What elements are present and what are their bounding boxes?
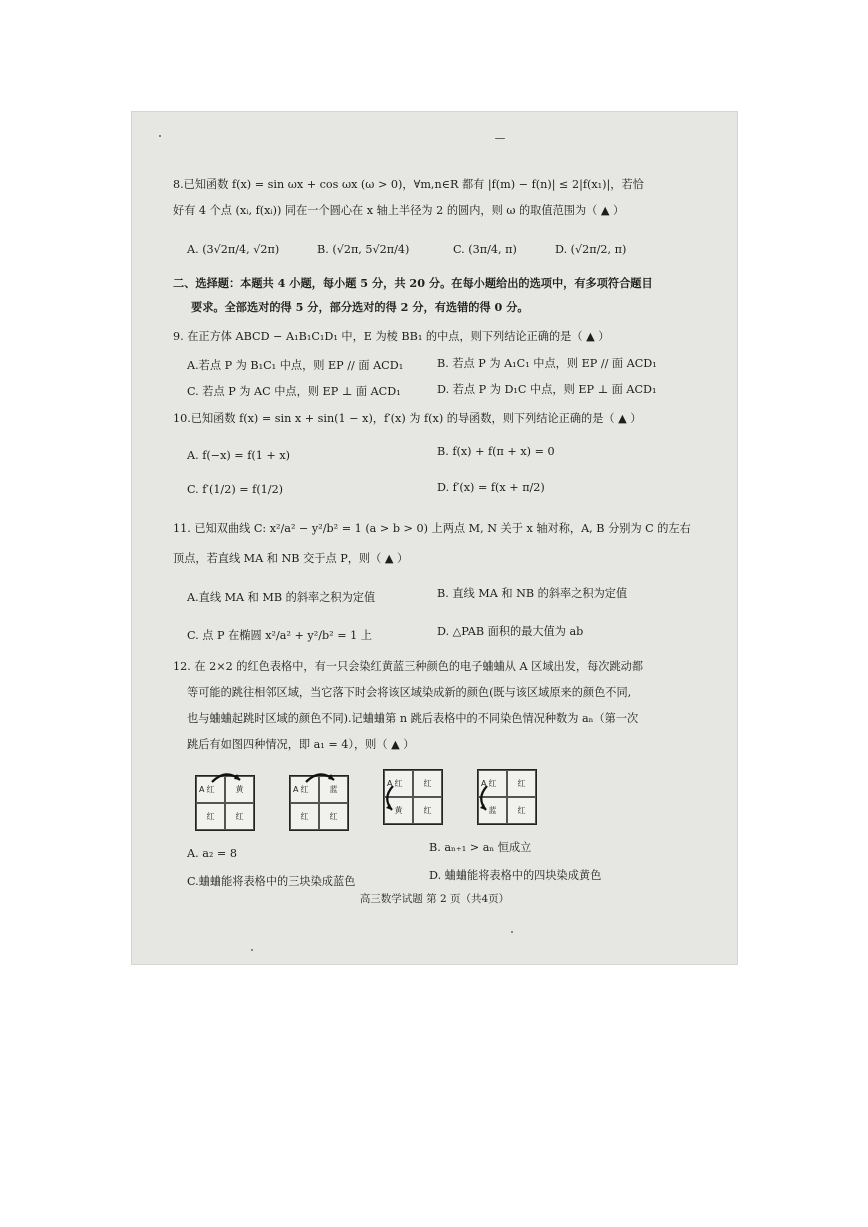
grid-figure-3 — [383, 769, 443, 825]
grid-label-a: A — [199, 785, 205, 794]
grid-label-a: A — [293, 785, 299, 794]
scan-speck — [251, 949, 253, 951]
q8-option-b: B. (√2π, 5√2π/4) — [317, 243, 410, 256]
q8-option-d: D. (√2π/2, π) — [555, 243, 627, 256]
q9-option-b: B. 若点 P 为 A₁C₁ 中点，则 EP // 面 ACD₁ — [437, 357, 657, 370]
q10-option-a: A. f(−x) = f(1 + x) — [187, 449, 291, 462]
q12-option-a: A. a₂ = 8 — [187, 847, 237, 860]
jump-arrow-icon — [210, 770, 244, 784]
q12-line2: 等可能的跳往相邻区域，当它落下时会将该区域染成新的颜色(既与该区域原来的颜色不同, — [187, 686, 632, 699]
jump-arrow-icon — [382, 784, 396, 814]
q8-option-a: A. (3√2π/4, √2π) — [187, 243, 280, 256]
jump-arrow-icon — [304, 770, 338, 784]
jump-arrow-icon — [476, 784, 490, 814]
q12-option-b: B. aₙ₊₁ > aₙ 恒成立 — [429, 841, 532, 854]
scanned-page — [131, 111, 738, 965]
q11-line1: 11. 已知双曲线 C: x²/a² − y²/b² = 1 (a > b > 0) 上两点 M, N 关于 x 轴对称，A, B 分别为 C 的左右 — [173, 522, 691, 535]
q8-line1: 8.已知函数 f(x) = sin ωx + cos ωx (ω > 0)，∀m,n∈R 都有 |f(m) − f(n)| ≤ 2|f(x₁)|，若恰 — [173, 178, 644, 191]
grid-figure-1 — [195, 775, 255, 831]
grid-cell: 红 — [196, 803, 225, 830]
grid-cell: 红 — [507, 770, 536, 797]
grid-cell: 蓝 — [319, 776, 348, 803]
q11-option-c: C. 点 P 在椭圆 x²/a² + y²/b² = 1 上 — [187, 629, 372, 642]
q12-line4: 跳后有如图四种情况，即 a₁ = 4），则（ ▲ ） — [187, 738, 415, 751]
grid-cell: 红 — [413, 770, 442, 797]
q9-stem: 9. 在正方体 ABCD − A₁B₁C₁D₁ 中，E 为棱 BB₁ 的中点，则下列结论正确的是（ ▲ ） — [173, 330, 610, 343]
q10-option-b: B. f(x) + f(π + x) = 0 — [437, 445, 555, 458]
q11-line2: 顶点，若直线 MA 和 NB 交于点 P，则（ ▲ ） — [173, 552, 409, 565]
grid-cell: 黄 — [225, 776, 254, 803]
grid-cell: 红 — [319, 803, 348, 830]
q10-option-d: D. f′(x) = f(x + π/2) — [437, 481, 545, 494]
page-footer: 高三数学试题 第 2 页（共4页） — [359, 893, 510, 905]
grid-cell: 红 — [196, 776, 225, 803]
grid-cell: 红 — [290, 776, 319, 803]
grid-figure-4 — [477, 769, 537, 825]
grid-cell: 黄 — [384, 797, 413, 824]
q8-line2: 好有 4 个点 (xᵢ, f(xᵢ)) 同在一个圆心在 x 轴上半径为 2 的圆内，则 ω 的取值范围为（ ▲ ） — [173, 204, 625, 217]
section2-line1: 二、选择题：本题共 4 小题，每小题 5 分，共 20 分。在每小题给出的选项中，有多项符合题目 — [173, 276, 653, 290]
q11-option-d: D. △PAB 面积的最大值为 ab — [437, 625, 584, 638]
q9-option-d: D. 若点 P 为 D₁C 中点，则 EP ⊥ 面 ACD₁ — [437, 383, 657, 396]
scan-speck — [511, 931, 513, 933]
q12-line3: 也与蛐蛐起跳时区域的颜色不同).记蛐蛐第 n 跳后表格中的不同染色情况种数为 aₙ（第一次 — [187, 712, 639, 725]
grid-cell: 红 — [507, 797, 536, 824]
q11-option-b: B. 直线 MA 和 NB 的斜率之积为定值 — [437, 587, 628, 600]
q12-line1: 12. 在 2×2 的红色表格中，有一只会染红黄蓝三种颜色的电子蛐蛐从 A 区域出发，每次跳动都 — [173, 660, 644, 673]
q12-option-d: D. 蛐蛐能将表格中的四块染成黄色 — [429, 869, 602, 882]
q10-stem: 10.已知函数 f(x) = sin x + sin(1 − x)，f′(x) 为 f(x) 的导函数，则下列结论正确的是（ ▲ ） — [173, 412, 642, 425]
q12-option-c: C.蛐蛐能将表格中的三块染成蓝色 — [187, 875, 356, 888]
grid-cell: 红 — [290, 803, 319, 830]
grid-label-a: A — [481, 779, 487, 788]
grid-cell: 红 — [225, 803, 254, 830]
grid-cell: 红 — [478, 770, 507, 797]
grid-figure-2 — [289, 775, 349, 831]
grid-label-a: A — [387, 779, 393, 788]
q9-option-a: A.若点 P 为 B₁C₁ 中点，则 EP // 面 ACD₁ — [187, 359, 404, 372]
q8-option-c: C. (3π/4, π) — [453, 243, 517, 256]
q11-option-a: A.直线 MA 和 MB 的斜率之积为定值 — [187, 591, 376, 604]
q9-option-c: C. 若点 P 为 AC 中点，则 EP ⊥ 面 ACD₁ — [187, 385, 401, 398]
scan-speck — [159, 135, 161, 137]
grid-cell: 红 — [384, 770, 413, 797]
scan-speck — [495, 138, 505, 139]
section2-line2: 要求。全部选对的得 5 分，部分选对的得 2 分，有选错的得 0 分。 — [191, 300, 529, 314]
grid-cell: 红 — [413, 797, 442, 824]
q10-option-c: C. f′(1/2) = f(1/2) — [187, 483, 284, 496]
grid-cell: 蓝 — [478, 797, 507, 824]
